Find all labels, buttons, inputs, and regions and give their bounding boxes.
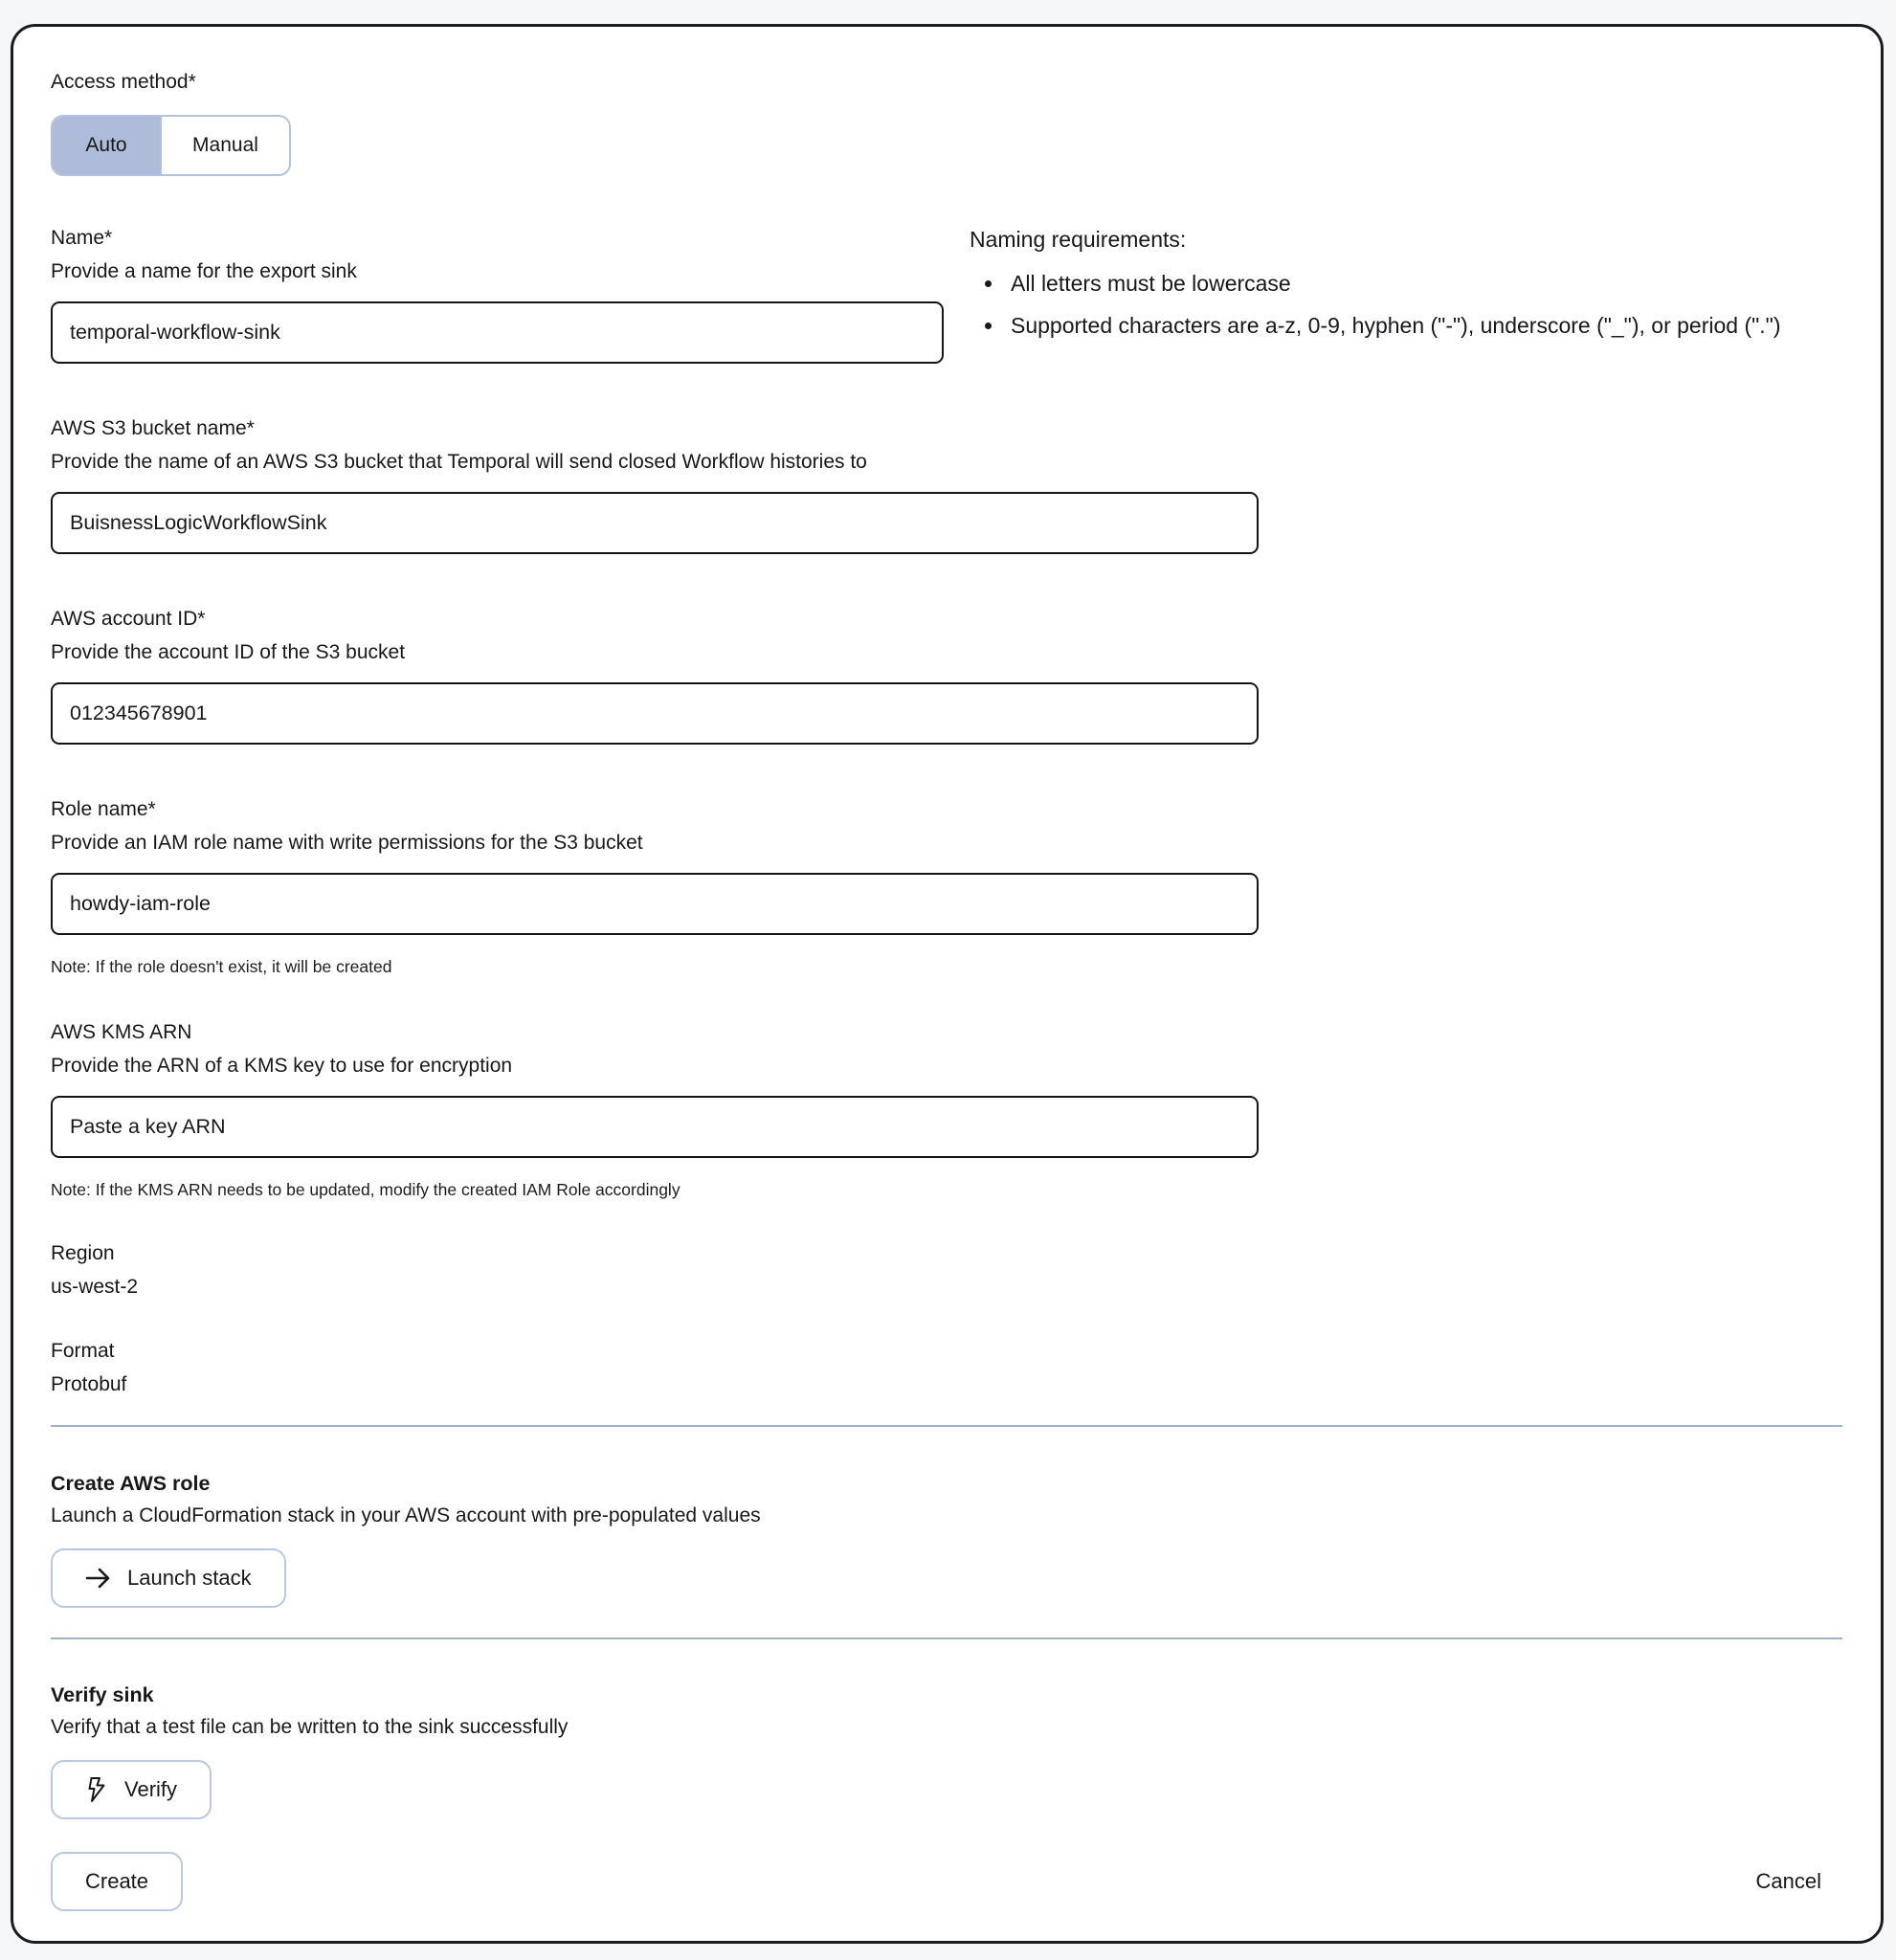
account-label: AWS account ID*	[51, 608, 206, 630]
export-sink-form-card	[11, 24, 1884, 1944]
naming-requirement-item: • Supported characters are a-z, 0-9, hyphen ("-"), underscore ("_"), or period (".")	[1005, 311, 1842, 341]
name-input[interactable]	[51, 301, 944, 364]
kms-description: Provide the ARN of a KMS key to use for encryption	[51, 1055, 513, 1077]
kms-note: Note: If the KMS ARN needs to be updated, modify the created IAM Role accordingly	[51, 1180, 680, 1199]
section-divider	[51, 1425, 1842, 1427]
naming-requirement-item: • All letters must be lowercase	[1005, 269, 1842, 299]
verify-sink-title: Verify sink	[51, 1683, 154, 1706]
bucket-input[interactable]	[51, 492, 1259, 554]
region-value: us-west-2	[51, 1276, 139, 1298]
name-row	[51, 225, 1842, 364]
role-note: Note: If the role doesn't exist, it will be created	[51, 957, 392, 976]
verify-sink-description: Verify that a test file can be written to the sink successfully	[51, 1716, 569, 1738]
account-input[interactable]	[51, 682, 1259, 745]
kms-field-group	[51, 1019, 1842, 1201]
name-field-group	[51, 225, 944, 364]
launch-stack-label: Launch stack	[127, 1566, 252, 1590]
account-description: Provide the account ID of the S3 bucket	[51, 641, 406, 663]
form-footer	[51, 1852, 1842, 1911]
access-method-manual[interactable]	[160, 117, 289, 174]
access-method-manual-label: Manual	[192, 134, 258, 156]
format-group	[51, 1338, 1842, 1398]
lightning-bolt-icon	[85, 1776, 108, 1803]
verify-label: Verify	[124, 1777, 178, 1801]
region-group	[51, 1240, 1842, 1301]
section-divider	[51, 1637, 1842, 1639]
name-label: Name*	[51, 227, 113, 249]
format-value: Protobuf	[51, 1373, 127, 1395]
role-field-group	[51, 796, 1842, 978]
access-method-toggle	[51, 115, 291, 176]
bucket-label: AWS S3 bucket name*	[51, 417, 255, 439]
naming-requirements-list	[970, 269, 1842, 341]
region-label: Region	[51, 1242, 115, 1264]
arrow-right-icon	[85, 1567, 111, 1590]
create-button[interactable]	[51, 1852, 183, 1911]
bucket-field-group	[51, 415, 1842, 554]
naming-requirements-title: Naming requirements:	[970, 227, 1187, 252]
create-role-title: Create AWS role	[51, 1472, 211, 1495]
account-field-group	[51, 606, 1842, 745]
kms-label: AWS KMS ARN	[51, 1021, 192, 1043]
role-input[interactable]	[51, 873, 1259, 935]
access-method-auto[interactable]	[53, 117, 160, 174]
cancel-button[interactable]	[1756, 1869, 1821, 1894]
create-role-description: Launch a CloudFormation stack in your AWS account with pre-populated values	[51, 1504, 761, 1526]
verify-section	[51, 1682, 1842, 1819]
create-role-section	[51, 1470, 1842, 1608]
role-label: Role name*	[51, 798, 156, 820]
access-method-auto-label: Auto	[85, 134, 127, 156]
create-label: Create	[85, 1869, 149, 1893]
bucket-description: Provide the name of an AWS S3 bucket that Temporal will send closed Workflow histories to	[51, 451, 867, 473]
verify-button[interactable]	[51, 1760, 212, 1819]
cancel-label: Cancel	[1755, 1869, 1821, 1893]
role-description: Provide an IAM role name with write permissions for the S3 bucket	[51, 832, 643, 854]
naming-requirements	[970, 225, 1842, 364]
format-label: Format	[51, 1340, 115, 1362]
launch-stack-button[interactable]	[51, 1548, 286, 1608]
kms-input[interactable]	[51, 1096, 1259, 1158]
access-method-label: Access method*	[51, 71, 196, 93]
name-description: Provide a name for the export sink	[51, 260, 357, 282]
